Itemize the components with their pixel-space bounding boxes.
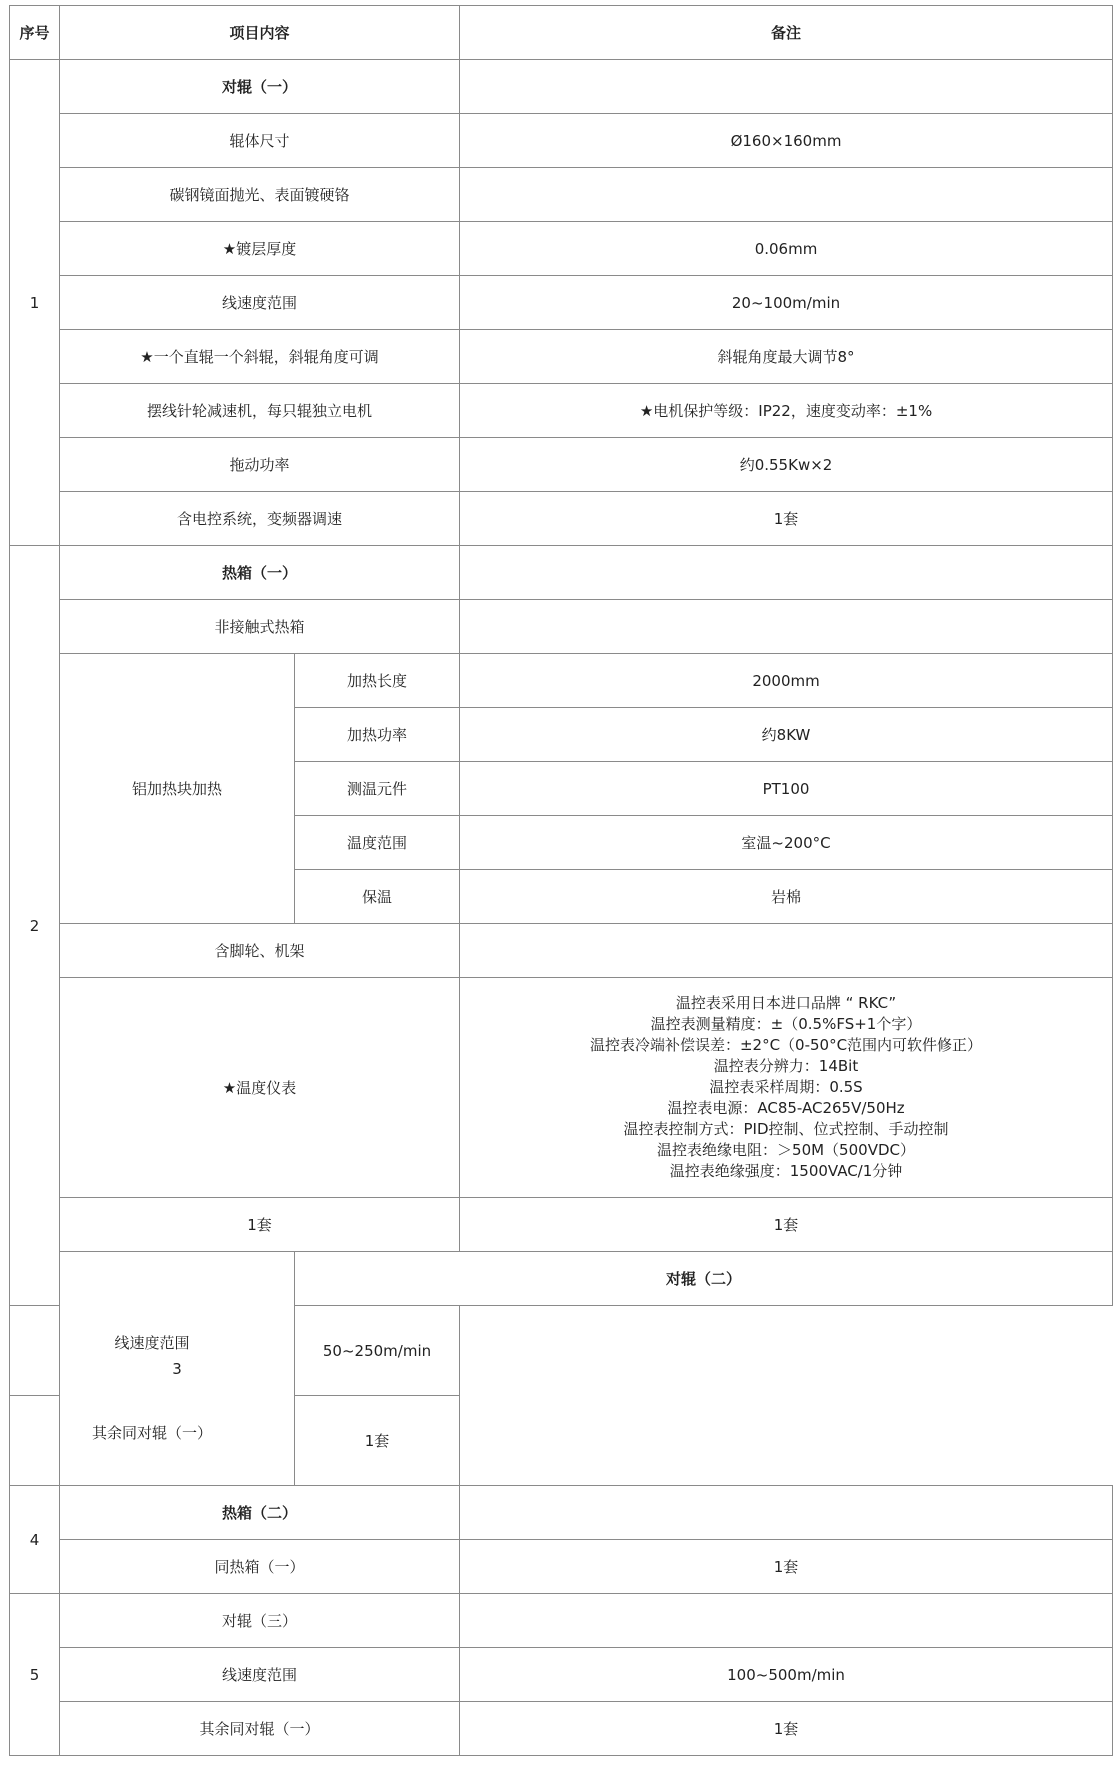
note-cell: 100~500m/min [460, 1648, 1113, 1702]
group-number: 4 [10, 1486, 60, 1594]
group-title: 热箱（二） [60, 1486, 460, 1540]
note-cell: 1套 [460, 1702, 1113, 1756]
item-cell: 辊体尺寸 [60, 114, 460, 168]
item-cell: 摆线针轮减速机，每只辊独立电机 [60, 384, 460, 438]
note-cell: 50~250m/min [295, 1306, 460, 1396]
item-cell: 含脚轮、机架 [60, 924, 460, 978]
spec-line: 温控表绝缘强度：1500VAC/1分钟 [669, 1162, 903, 1180]
note-cell: 2000mm [460, 654, 1113, 708]
group-number: 5 [10, 1594, 60, 1756]
note-cell: 室温~200°C [460, 816, 1113, 870]
note-cell [460, 168, 1113, 222]
table-row [10, 1648, 1113, 1702]
header-row [10, 6, 1113, 60]
note-cell [460, 1486, 1113, 1540]
item-cell: 线速度范围 [60, 276, 460, 330]
note-cell: 1套 [460, 492, 1113, 546]
table-row [10, 492, 1113, 546]
note-cell: ★电机保护等级：IP22，速度变动率：±1% [460, 384, 1113, 438]
item-cell: 其余同对辊（一） [10, 1396, 295, 1486]
sub-item-cell: 保温 [295, 870, 460, 924]
note-cell [460, 60, 1113, 114]
table-row [10, 1252, 1113, 1306]
note-cell: 0.06mm [460, 222, 1113, 276]
spec-line: 温控表采用日本进口品牌 “ RKC” [675, 994, 897, 1012]
header-note: 备注 [460, 6, 1113, 60]
note-cell: 1套 [460, 1198, 1113, 1252]
item-cell: 非接触式热箱 [60, 600, 460, 654]
spec-line: 温控表绝缘电阻：＞50M（500VDC） [657, 1141, 915, 1159]
sub-item-cell: 加热长度 [295, 654, 460, 708]
table-row [10, 438, 1113, 492]
group-number: 3 [60, 1252, 295, 1486]
spec-table-wrapper [9, 5, 1113, 1756]
spec-line: 温控表采样周期：0.5S [709, 1078, 863, 1096]
header-item: 项目内容 [60, 6, 460, 60]
spec-line: 温控表分辨力：14Bit [713, 1057, 859, 1075]
table-row [10, 546, 1113, 600]
table-row [10, 168, 1113, 222]
table-row [10, 330, 1113, 384]
table-row [10, 276, 1113, 330]
group-title: 对辊（三） [60, 1594, 460, 1648]
table-row [10, 978, 1113, 1198]
spec-line: 温控表测量精度：±（0.5%FS+1个字） [650, 1015, 922, 1033]
item-cell: 碳钢镜面抛光、表面镀硬铬 [60, 168, 460, 222]
group-title: 热箱（一） [60, 546, 460, 600]
spec-line: 温控表控制方式：PID控制、位式控制、手动控制 [623, 1120, 949, 1138]
table-row [10, 600, 1113, 654]
item-cell: ★镀层厚度 [60, 222, 460, 276]
header-seq: 序号 [10, 6, 60, 60]
note-cell [460, 546, 1113, 600]
item-cell: 线速度范围 [10, 1306, 295, 1396]
note-cell: 约0.55Kw×2 [460, 438, 1113, 492]
item-cell: 拖动功率 [60, 438, 460, 492]
note-cell: 约8KW [460, 708, 1113, 762]
note-cell: 岩棉 [460, 870, 1113, 924]
note-cell: 1套 [295, 1396, 460, 1486]
note-cell: 1套 [460, 1540, 1113, 1594]
table-row [10, 924, 1113, 978]
item-cell: 1套 [60, 1198, 460, 1252]
note-cell: Ø160×160mm [460, 114, 1113, 168]
table-row [10, 222, 1113, 276]
table-row [10, 1486, 1113, 1540]
group-number: 1 [10, 60, 60, 546]
table-row [10, 1198, 1113, 1252]
note-cell [460, 924, 1113, 978]
spec-line: 温控表冷端补偿误差：±2°C（0-50°C范围内可软件修正） [589, 1036, 983, 1054]
item-cell: 其余同对辊（一） [60, 1702, 460, 1756]
table-row [10, 60, 1113, 114]
table-row [10, 114, 1113, 168]
heater-cell: 铝加热块加热 [60, 654, 295, 924]
item-cell: ★温度仪表 [60, 978, 460, 1198]
table-row [10, 1540, 1113, 1594]
sub-item-cell: 测温元件 [295, 762, 460, 816]
instrument-spec-cell [460, 978, 1113, 1198]
note-cell [460, 600, 1113, 654]
spec-table [9, 5, 1113, 1756]
group-title: 对辊（二） [295, 1252, 1113, 1306]
table-row [10, 384, 1113, 438]
sub-item-cell: 加热功率 [295, 708, 460, 762]
spec-line: 温控表电源：AC85-AC265V/50Hz [667, 1099, 905, 1117]
note-cell: 斜辊角度最大调节8° [460, 330, 1113, 384]
group-number: 2 [10, 546, 60, 1306]
note-cell: 20~100m/min [460, 276, 1113, 330]
group-title: 对辊（一） [60, 60, 460, 114]
note-cell: PT100 [460, 762, 1113, 816]
note-cell [460, 1594, 1113, 1648]
item-cell: ★一个直辊一个斜辊，斜辊角度可调 [60, 330, 460, 384]
item-cell: 同热箱（一） [60, 1540, 460, 1594]
sub-item-cell: 温度范围 [295, 816, 460, 870]
table-row [10, 1702, 1113, 1756]
table-row [10, 1594, 1113, 1648]
table-row [10, 1306, 1113, 1396]
table-row [10, 1396, 1113, 1486]
table-row [10, 654, 1113, 708]
item-cell: 含电控系统，变频器调速 [60, 492, 460, 546]
item-cell: 线速度范围 [60, 1648, 460, 1702]
